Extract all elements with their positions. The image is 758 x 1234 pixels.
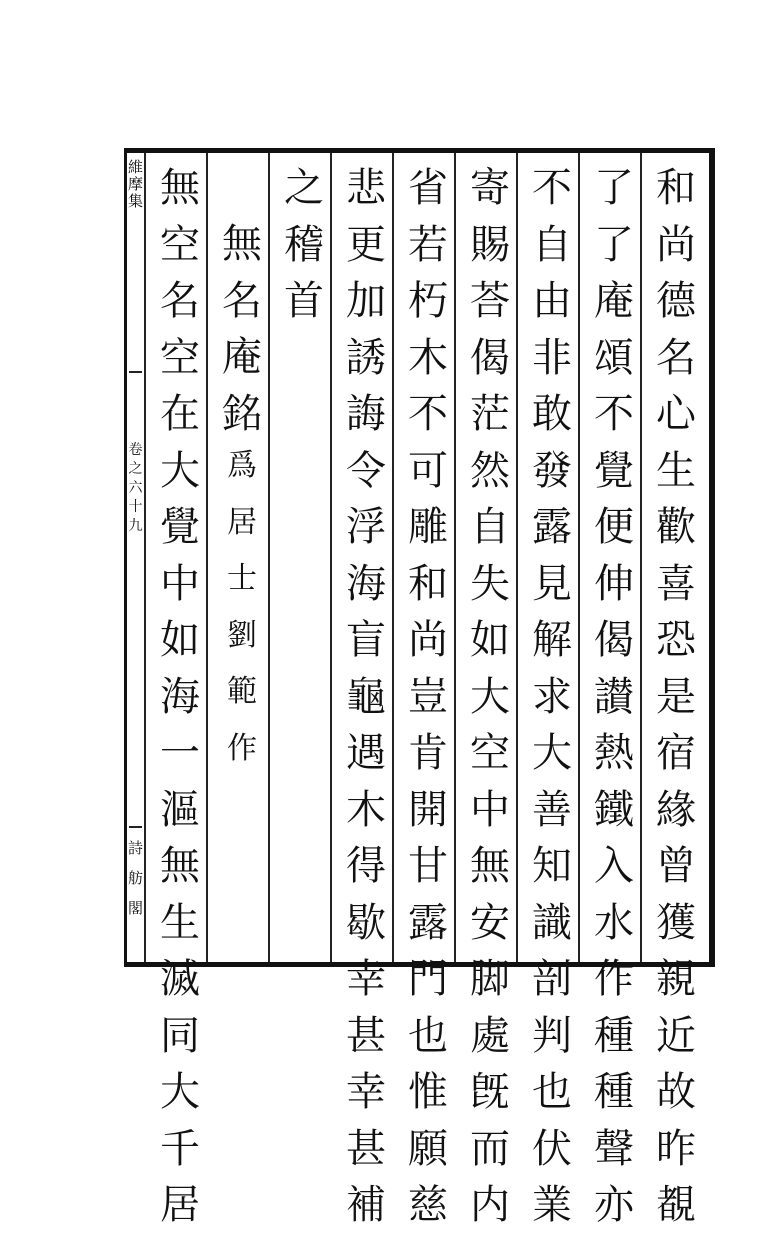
text-character: 空 xyxy=(160,221,200,268)
text-character: 九 xyxy=(128,518,143,534)
text-character: 木 xyxy=(408,334,448,381)
text-character: 茫 xyxy=(470,391,510,437)
text-character: 近 xyxy=(656,1012,696,1059)
text-character: 判 xyxy=(532,1012,572,1059)
text-character: 空 xyxy=(160,334,200,381)
text-character: 覩 xyxy=(656,1182,696,1228)
text-character: 曾 xyxy=(656,843,696,889)
margin-lower-mark xyxy=(129,826,142,828)
text-character: 水 xyxy=(594,899,634,946)
frame-border-top xyxy=(124,148,714,153)
text-character: 覺 xyxy=(160,504,200,550)
text-character: 之 xyxy=(128,461,143,477)
text-character: 士 xyxy=(227,561,257,596)
text-character: 業 xyxy=(532,1182,572,1228)
text-character: 如 xyxy=(160,617,200,663)
text-character: 讃 xyxy=(594,673,634,720)
text-character: 處 xyxy=(470,1012,510,1059)
text-character: 甚 xyxy=(346,1125,386,1172)
text-character: 故 xyxy=(656,1069,696,1115)
text-column-3 xyxy=(523,160,581,1234)
text-character: 大 xyxy=(160,447,200,494)
text-character: 十 xyxy=(128,499,143,515)
text-character: 遇 xyxy=(346,730,386,776)
text-character: 自 xyxy=(470,504,510,550)
text-character: 聲 xyxy=(594,1125,634,1172)
text-character: 居 xyxy=(227,504,257,540)
text-character: 恐 xyxy=(656,617,696,663)
text-character: 肯 xyxy=(408,730,448,776)
text-character: 爲 xyxy=(227,448,257,483)
text-character: 中 xyxy=(160,560,200,607)
text-character: 首 xyxy=(284,278,324,324)
text-character: 大 xyxy=(470,673,510,720)
text-character: 伸 xyxy=(594,560,634,607)
text-character: 摩 xyxy=(127,175,143,193)
text-character: 加 xyxy=(346,278,386,324)
text-character: 雕 xyxy=(408,504,448,550)
text-character: 德 xyxy=(656,278,696,324)
text-character: 偈 xyxy=(594,617,634,663)
text-character: 浮 xyxy=(346,504,386,550)
text-column-2 xyxy=(585,160,643,1234)
text-character: 漚 xyxy=(160,786,200,833)
text-character: 一 xyxy=(160,730,200,776)
text-character: 劉 xyxy=(227,617,257,653)
text-character: 省 xyxy=(408,165,448,211)
text-character: 生 xyxy=(656,447,696,494)
text-character: 獲 xyxy=(656,899,696,946)
text-character: 尚 xyxy=(656,221,696,268)
text-character: 朽 xyxy=(408,278,448,324)
text-character: 同 xyxy=(160,1012,200,1059)
text-character: 無 xyxy=(160,843,200,889)
text-character: 銘 xyxy=(222,390,262,437)
text-character: 生 xyxy=(160,899,200,946)
text-character: 識 xyxy=(532,899,572,946)
text-character: 親 xyxy=(656,956,696,1002)
text-character: 名 xyxy=(656,334,696,381)
text-character: 大 xyxy=(160,1069,200,1115)
text-character: 甘 xyxy=(408,843,448,889)
text-character: 海 xyxy=(346,560,386,607)
text-character: 失 xyxy=(470,560,510,607)
page-margin-column xyxy=(127,153,144,962)
text-character: 幸 xyxy=(346,1069,386,1115)
text-character: 無 xyxy=(222,221,262,267)
text-character: 伏 xyxy=(532,1125,572,1172)
text-character: 庵 xyxy=(222,334,262,380)
text-character: 昨 xyxy=(656,1125,696,1172)
margin-book-title xyxy=(127,159,144,239)
text-column-7 xyxy=(275,160,333,330)
text-character: 詩 xyxy=(127,839,143,857)
text-character: 豈 xyxy=(408,673,448,720)
text-character: 自 xyxy=(532,221,572,268)
text-character: 名 xyxy=(160,278,200,324)
text-character: 令 xyxy=(346,447,386,494)
text-character: 不 xyxy=(532,165,572,211)
text-character: 種 xyxy=(594,1012,634,1059)
text-character: 如 xyxy=(470,617,510,663)
text-character: 解 xyxy=(532,617,572,663)
text-character: 六 xyxy=(128,480,143,496)
text-character: 和 xyxy=(408,560,448,607)
text-character: 集 xyxy=(127,192,143,210)
text-character: 庵 xyxy=(594,278,634,324)
text-character: 歡 xyxy=(656,504,696,550)
text-character: 由 xyxy=(532,278,572,324)
text-character: 求 xyxy=(532,673,572,720)
text-character: 非 xyxy=(532,334,572,381)
text-character: 開 xyxy=(408,786,448,833)
text-character: 内 xyxy=(470,1182,510,1228)
text-character: 維 xyxy=(127,158,143,176)
text-character: 偈 xyxy=(470,334,510,381)
text-column-9 xyxy=(151,160,209,1234)
text-character: 不 xyxy=(408,391,448,437)
text-character: 龜 xyxy=(346,673,386,720)
text-character: 旣 xyxy=(470,1069,510,1115)
text-character: 歇 xyxy=(346,899,386,946)
text-character: 閣 xyxy=(127,899,143,917)
text-character: 發 xyxy=(532,447,572,494)
text-character: 喜 xyxy=(656,560,696,607)
text-character: 中 xyxy=(470,786,510,833)
text-character: 亦 xyxy=(594,1182,634,1228)
text-character: 賜 xyxy=(470,221,510,268)
text-character: 安 xyxy=(470,899,510,946)
text-character: 滅 xyxy=(160,956,200,1002)
text-character: 作 xyxy=(227,730,257,766)
text-column-1 xyxy=(647,160,705,1234)
text-character: 而 xyxy=(470,1125,510,1172)
text-character: 幸 xyxy=(346,956,386,1002)
text-character: 寄 xyxy=(470,165,510,211)
text-character: 剖 xyxy=(532,956,572,1002)
inscription-title xyxy=(213,216,271,442)
text-character: 大 xyxy=(532,730,572,776)
text-character: 心 xyxy=(656,391,696,437)
text-character: 敢 xyxy=(532,391,572,437)
text-character: 入 xyxy=(594,843,634,889)
text-character: 便 xyxy=(594,504,634,550)
text-character: 是 xyxy=(656,673,696,720)
text-character: 盲 xyxy=(346,617,386,663)
text-character: 誘 xyxy=(346,334,386,381)
text-character: 然 xyxy=(470,447,510,494)
text-character: 稽 xyxy=(284,221,324,268)
text-character: 見 xyxy=(532,560,572,607)
text-character: 脚 xyxy=(470,956,510,1002)
text-character: 無 xyxy=(160,165,200,211)
text-character: 宿 xyxy=(656,730,696,776)
text-character: 慈 xyxy=(408,1182,448,1228)
text-character: 惟 xyxy=(408,1069,448,1115)
text-character: 露 xyxy=(532,504,572,550)
text-character: 不 xyxy=(594,391,634,437)
text-character: 木 xyxy=(346,786,386,833)
text-character: 在 xyxy=(160,391,200,437)
column-rule xyxy=(144,153,146,962)
text-character: 可 xyxy=(408,447,448,494)
text-character: 得 xyxy=(346,843,386,889)
text-character: 無 xyxy=(470,843,510,889)
text-column-6 xyxy=(337,160,395,1234)
text-character: 荅 xyxy=(470,278,510,324)
text-character: 若 xyxy=(408,221,448,268)
text-character: 熱 xyxy=(594,730,634,776)
text-character: 甚 xyxy=(346,1012,386,1059)
text-character: 門 xyxy=(408,956,448,1002)
text-character: 名 xyxy=(222,277,262,324)
margin-fish-tail-mark xyxy=(129,371,142,373)
margin-publisher xyxy=(127,833,144,923)
text-character: 悲 xyxy=(346,165,386,211)
text-character: 更 xyxy=(346,221,386,268)
text-character: 和 xyxy=(656,165,696,211)
text-character: 了 xyxy=(594,221,634,268)
text-character: 之 xyxy=(284,165,324,211)
text-character: 作 xyxy=(594,956,634,1002)
text-column-4 xyxy=(461,160,519,1234)
text-character: 範 xyxy=(227,674,257,709)
text-character: 願 xyxy=(408,1125,448,1172)
inscription-subtitle xyxy=(213,438,271,777)
text-character: 鐵 xyxy=(594,786,634,833)
text-character: 居 xyxy=(160,1182,200,1228)
text-character: 尚 xyxy=(408,617,448,663)
text-character: 海 xyxy=(160,673,200,720)
text-character: 補 xyxy=(346,1182,386,1228)
text-character: 空 xyxy=(470,730,510,776)
text-character: 了 xyxy=(594,165,634,211)
text-character: 也 xyxy=(532,1069,572,1115)
text-character: 善 xyxy=(532,786,572,833)
frame-border-right xyxy=(709,148,715,967)
text-character: 舫 xyxy=(127,869,143,887)
text-character: 緣 xyxy=(656,786,696,833)
text-character: 卷 xyxy=(128,442,143,458)
text-character: 也 xyxy=(408,1012,448,1059)
text-character: 誨 xyxy=(346,391,386,437)
text-character: 覺 xyxy=(594,447,634,494)
margin-volume-label xyxy=(127,441,144,541)
text-character: 千 xyxy=(160,1125,200,1172)
text-character: 頌 xyxy=(594,334,634,381)
text-character: 知 xyxy=(532,843,572,889)
text-character: 種 xyxy=(594,1069,634,1115)
text-column-5 xyxy=(399,160,457,1234)
text-character: 露 xyxy=(408,899,448,946)
